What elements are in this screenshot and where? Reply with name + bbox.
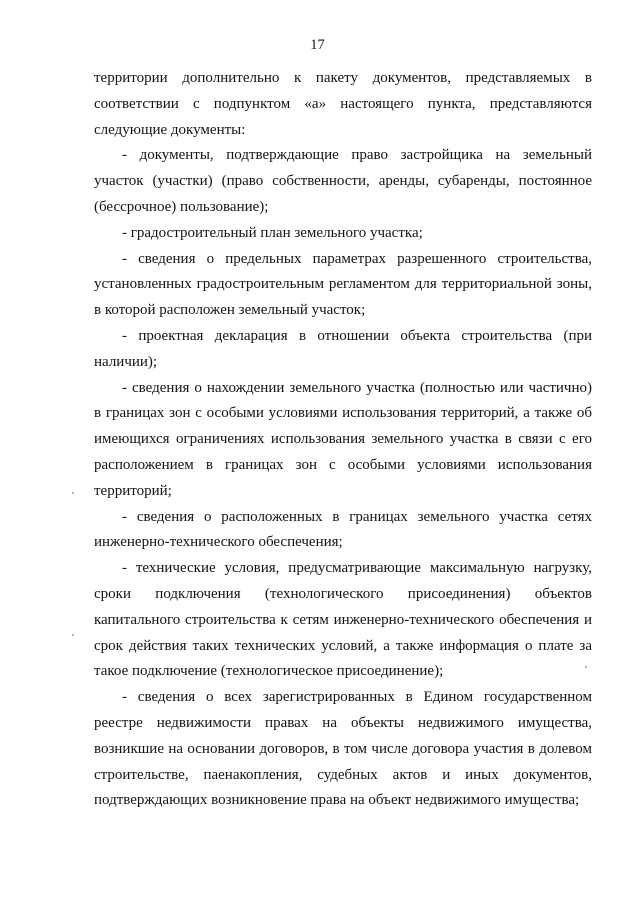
scan-speck [72,634,74,636]
paragraph-intro: территории дополнительно к пакету документов, представляемых в соответствии с подпунктом «а» настоящего пункта, представляются следующие документы: [94,70,592,138]
list-item-construction-limits: - сведения о предельных параметрах разрешенного строительства, установленных градостроительным регламентом для территориальной зоны, в которой расположен земельный участок; [94,250,592,319]
list-item-land-rights: - документы, подтверждающие право застройщика на земельный участок (участки) (право собственности, аренды, субаренды, постоянное (бессрочное) пользование); [94,147,592,215]
list-item-technical-conditions: - технические условия, предусматривающие максимальную нагрузку, сроки подключения (технологического присоединения) объектов капитального строительства к сетям инженерно-технического обеспечения и срок действия таких технических условий, а также информация о плате за такое подключение (технологическое присоединение); [94,560,592,680]
scan-speck [585,666,587,668]
list-item-project-declaration: - проектная декларация в отношении объекта строительства (при наличии); [94,327,592,370]
page-number: 17 [310,37,325,53]
document-body [94,66,592,814]
list-item-registered-rights: - сведения о всех зарегистрированных в Едином государственном реестре недвижимости правах на объекты недвижимого имущества, возникшие на основании договоров, в том числе договора участия в долевом строительстве, паенакопления, судебных актов и иных документов, подтверждающих возникновение права на объект недвижимого имущества; [94,689,592,809]
list-item-engineering-networks: - сведения о расположенных в границах земельного участка сетях инженерно-технического обеспечения; [94,508,592,551]
scan-speck [72,492,74,494]
list-item-special-zones: - сведения о нахождении земельного участка (полностью или частично) в границах зон с особыми условиями использования территорий, а также об имеющихся ограничениях использования земельного участка в связи с его расположением в границах зон с особыми условиями использования территорий; [94,379,592,499]
list-item-urban-plan: - градостроительный план земельного участка; [122,224,423,241]
